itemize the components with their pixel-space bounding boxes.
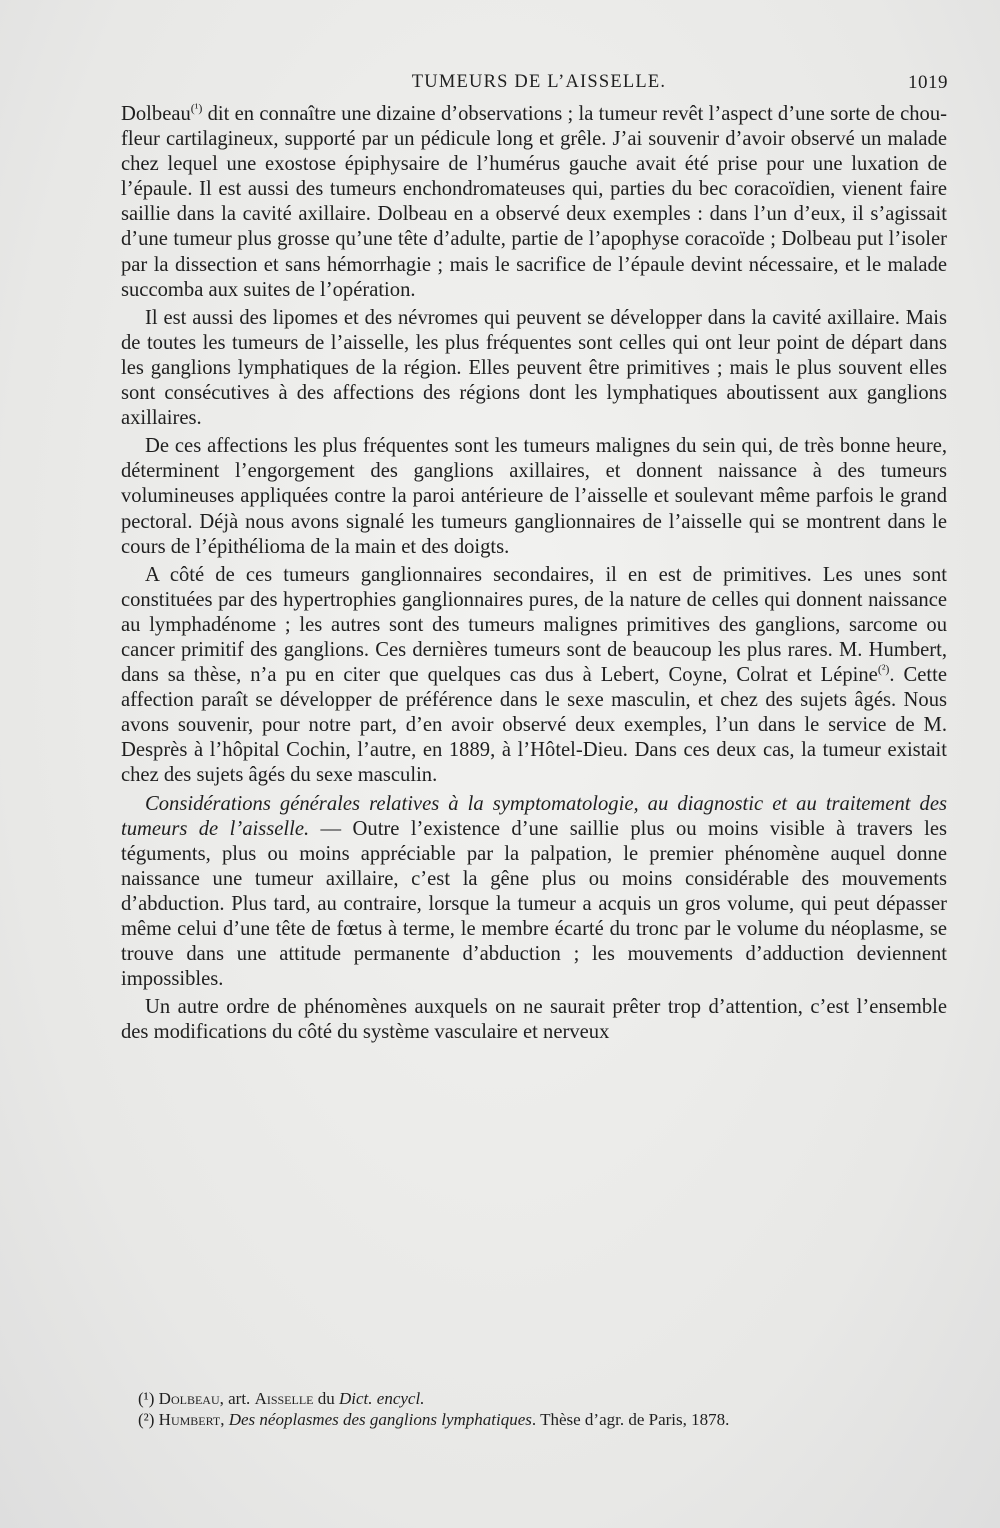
paragraph-3: De ces affections les plus fréquentes sont les tumeurs malignes du sein qui, de très bonne heure, déterminent l’engorgement des ganglions axillaires, et donnent naissance à des tumeurs volumineuses appliquées contre la paroi antérieure de l’aisselle et soulevant même parfois le grand pectoral. Déjà nous avons signalé les tumeurs ganglionnaires de l’aisselle qui se montrent dans le cours de l’épithélioma de la main et des doigts. bbox=[121, 435, 947, 558]
footnote-1 bbox=[138, 1388, 938, 1409]
paragraph-5 bbox=[121, 792, 947, 993]
paragraph-2: Il est aussi des lipomes et des névromes qui peuvent se développer dans la cavité axillaire. Mais de toutes les tumeurs de l’aisselle, les plus fréquentes sont celles qui ont leur point de départ dans les ganglions lymphatiques de la région. Elles peuvent être primitives ; mais le plus souvent elles sont consécutives à des affections des régions dont les lymphatiques aboutissent aux ganglions axillaires. bbox=[121, 306, 947, 430]
paragraph-1 bbox=[121, 102, 947, 303]
body-text bbox=[121, 102, 947, 1048]
paragraph-4-text: . Cette affection paraît se développer de préférence dans le sexe masculin, et chez des sujets âgés. Nous avons souvenir, pour notre part, d’en avoir observé deux exemples, l’un dans le service de M. Desprès à l’hôpital Cochin, l’autre, en 1889, à l’Hôtel-Dieu. Dans ces deux cas, la tumeur existait chez des sujets âgés du sexe masculin. bbox=[121, 664, 947, 787]
footnote-1-sep: , art. bbox=[219, 1389, 255, 1408]
footnote-1-author: Dolbeau bbox=[158, 1389, 220, 1408]
running-title: TUMEURS DE L’AISSELLE. bbox=[411, 72, 667, 92]
footnote-ref-1: (¹) bbox=[190, 101, 203, 116]
paragraph-1-start: Dolbeau bbox=[121, 103, 191, 125]
footnote-2-rest: . Thèse d’agr. de Paris, 1878. bbox=[531, 1410, 730, 1429]
footnote-2-mark: (²) bbox=[138, 1410, 155, 1429]
footnote-1-word: Aisselle bbox=[254, 1389, 314, 1408]
paragraph-4-start: A côté de ces tumeurs ganglionnaires secondaires, il en est de primitives. Les unes sont constituées par des hypertrophies ganglionnaires pures, de la nature de celles qui donnent naissance au lymphadénome ; les autres sont des tumeurs malignes primitives des ganglions, sarcome ou cancer primitif des ganglions. Ces dernières tumeurs sont de beaucoup les plus rares. M. Humbert, dans sa thèse, n’a pu en citer que quelques cas dus à Lebert, Coyne, Colrat et Lépine bbox=[121, 563, 947, 687]
running-head bbox=[120, 68, 948, 98]
section-heading-italic: Considérations générales relatives à la symptomatologie, au diagnostic et au traitement des tumeurs de l’aisselle. bbox=[121, 792, 947, 840]
paragraph-4 bbox=[121, 563, 947, 789]
footnote-2-title: Des néoplasmes des ganglions lymphatiques bbox=[228, 1410, 532, 1429]
footnote-ref-2: (²) bbox=[877, 662, 890, 677]
paragraph-1-text: dit en connaître une dizaine d’observations ; la tumeur revêt l’aspect d’une sorte de chou-fleur cartilagineux, supporté par un pédicule long et grêle. J’ai souvenir d’avoir observé un malade chez lequel une exostose épiphysaire de l’humérus gauche avait été prise pour une luxation de l’épaule. Il est aussi des tumeurs enchondromateuses qui, parties du bec coracoïdien, vienent faire saillie dans la cavité axillaire. Dolbeau en a observé deux exemples : dans l’un d’eux, il s’agissait d’une tumeur plus grosse qu’une tête d’adulte, partie de l’apophyse coracoïde ; Dolbeau put l’isoler par la dissection et sans hémorrhagie ; mais le sacrifice de l’épaule devint nécessaire, et le malade succomba aux suites de l’opération. bbox=[121, 103, 947, 301]
footnote-1-mark: (¹) bbox=[138, 1389, 155, 1408]
footnote-1-du: du bbox=[313, 1389, 340, 1408]
paragraph-6: Un autre ordre de phénomènes auxquels on ne saurait prêter trop d’attention, c’est l’ensemble des modifications du côté du système vasculaire et nerveux bbox=[121, 996, 947, 1044]
page-number: 1019 bbox=[908, 72, 948, 93]
footnote-2-sep: , bbox=[220, 1410, 229, 1429]
footnote-2 bbox=[138, 1409, 938, 1430]
footnotes bbox=[138, 1388, 938, 1430]
paragraph-5-text: — Outre l’existence d’une saillie plus ou moins visible à travers les téguments, plus ou moins appréciable par la palpation, le premier phénomène auquel donne naissance une tumeur axillaire, c’est la gêne plus ou moins considérable des mouvements d’abduction. Plus tard, au contraire, lorsque la tumeur a acquis un gros volume, qui peut dépasser même celui d’une tête de fœtus à terme, le membre écarté du tronc par le volume du néoplasme, se trouve dans une attitude permanente d’abduction ; les mouvements d’adduction deviennent impossibles. bbox=[121, 817, 948, 991]
footnote-2-author: Humbert bbox=[158, 1410, 221, 1429]
footnote-1-title: Dict. encycl. bbox=[339, 1389, 425, 1408]
